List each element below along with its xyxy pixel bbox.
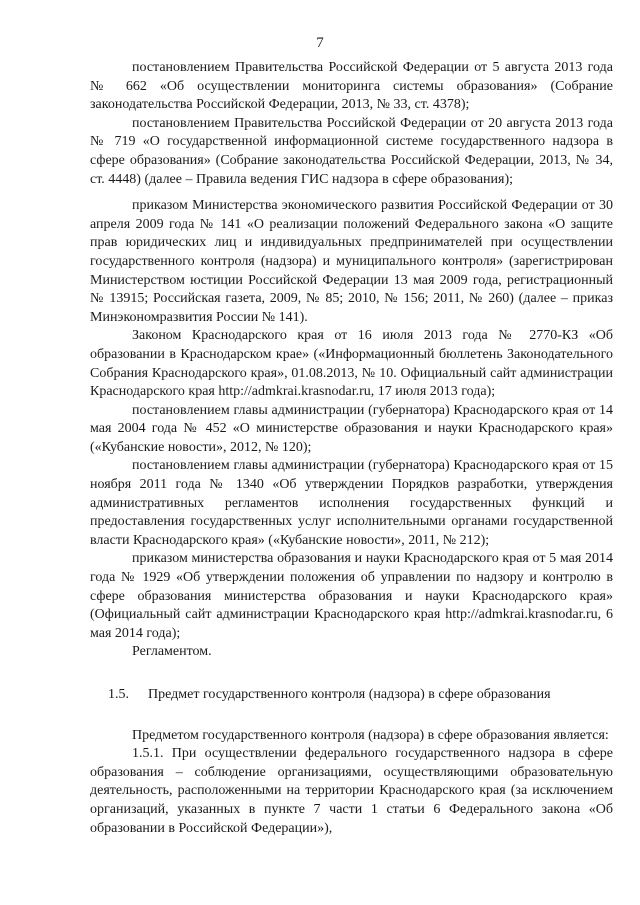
legal-basis-item: приказом министерства образования и науки Краснодарского края от 5 мая 2014 года № 1929 «Об утверждении положения об управлении по надзору и контролю в сфере образования министерства образования и науки Краснодарского края» (Официальный сайт администрации Краснодарского края http://admkrai.krasnodar.ru, 6 мая 2014 года); (90, 551, 613, 641)
legal-basis-item: постановлением Правительства Российской Федерации от 20 августа 2013 года № 719 «О государственной информационной системе государственного надзора в сфере образования» (Собрание законодательства Российской Федерации, 2013, № 34, ст. 4448) (далее – Правила ведения ГИС надзора в сфере образования); (90, 115, 613, 187)
legal-basis-item: постановлением Правительства Российской Федерации от 5 августа 2013 года № 662 «Об осуществлении мониторинга системы образования» (Собрание законодательства Российской Федерации, 2013, № 33, ст. 4378); (90, 60, 613, 113)
body-paragraph: Предметом государственного контроля (надзора) в сфере образования является: (132, 727, 609, 743)
legal-basis-item: постановлением главы администрации (губернатора) Краснодарского края от 14 мая 2004 года № 452 «О министерстве образования и науки Краснодарского края» («Кубанские новости», 2012, № 120); (90, 402, 613, 455)
legal-basis-item: постановлением главы администрации (губернатора) Краснодарского края от 15 ноября 2011 года № 1340 «Об утверждении Порядков разработки, утверждения административных регламентов исполнения государственных функций и предоставления государственных услуг исполнительными органами государственной власти Краснодарского края» («Кубанские новости», 2011, № 212); (90, 458, 613, 548)
section-heading (90, 686, 613, 705)
body-paragraph: 1.5.1. При осуществлении федерального государственного надзора в сфере образования – соблюдение организациями, осуществляющими образовательную деятельность, расположенными на территории Краснодарского края (за исключением организаций, указанных в пункте 7 части 1 статьи 6 Федерального закона «Об образовании в Российской Федерации»), (90, 746, 613, 836)
legal-basis-item: Законом Краснодарского края от 16 июля 2013 года № 2770-КЗ «Об образовании в Краснодарском крае» («Информационный бюллетень Законодательного Собрания Краснодарского края», 01.08.2013, № 10. Официальный сайт администрации Краснодарского края http://admkrai.krasnodar.ru, 17 июля 2013 года); (90, 328, 613, 400)
document-body (90, 59, 613, 838)
legal-basis-item: приказом Министерства экономического развития Российской Федерации от 30 апреля 2009 года № 141 «О реализации положений Федерального закона «О защите прав юридических лиц и индивидуальных предпринимателей при осуществлении государственного контроля (надзора) и муниципального контроля» (зарегистрирован Министерством юстиции Российской Федерации 13 мая 2009 года, регистрационный № 13915; Российская газета, 2009, № 85; 2010, № 156; 2011, № 260) (далее – приказ Минэкономразвития России № 141). (90, 198, 613, 325)
page-number: 7 (316, 35, 324, 51)
section-title: Предмет государственного контроля (надзора) в сфере образования (148, 687, 551, 702)
section-number: 1.5. (108, 687, 129, 702)
legal-basis-item: Регламентом. (132, 644, 212, 660)
